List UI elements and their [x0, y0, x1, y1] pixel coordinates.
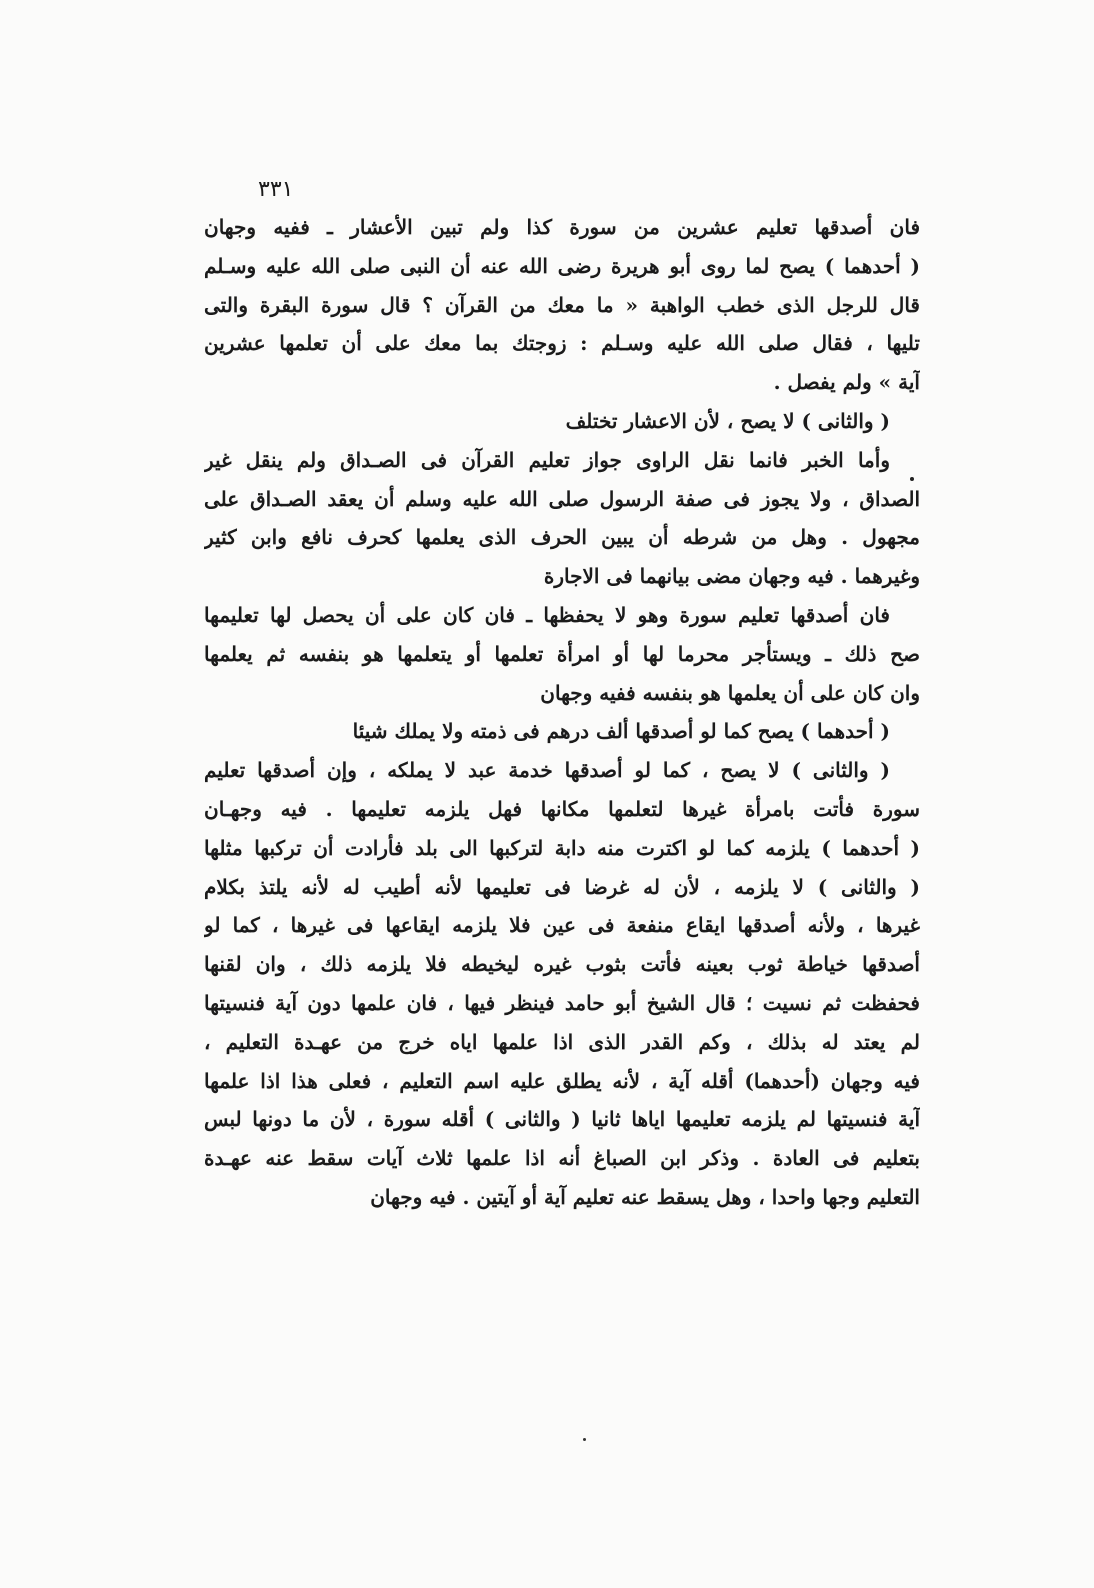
text-line: ( والثانى ) لا يصح ، لأن الاعشار تختلف — [565, 408, 890, 433]
page-number: ٣٣١ — [258, 177, 294, 202]
text-line: وغيرهما . فيه وجهان مضى بيانهما فى الاجارة — [543, 564, 920, 589]
text-line: آية فنسيتها لم يلزمه تعليمها اياها ثانيا ( والثانى ) أقله سورة ، لأن ما دونها لبس — [204, 1107, 920, 1132]
text-line: تليها ، فقال صلى الله عليه وسـلم : زوجتك بما معك على أن تعلمها عشرين — [204, 331, 920, 356]
text-line: فان أصدقها تعليم سورة وهو لا يحفظها ـ فان كان على أن يحصل لها تعليمها — [204, 602, 890, 627]
text-line: مجهول . وهل من شرطه أن يبين الحرف الذى يعلمها كحرف نافع وابن كثير — [204, 525, 920, 550]
text-line: فيه وجهان (أحدهما) أقله آية ، لأنه يطلق عليه اسم التعليم ، فعلى هذا اذا علمها — [204, 1068, 920, 1093]
text-line: صح ذلك ـ ويستأجر محرما لها أو امرأة تعلمها أو يتعلمها هو بنفسه ثم يعلمها — [204, 641, 920, 666]
text-line: أصدقها خياطة ثوب بعينه فأتت بثوب غيره ليخيطه فلا يلزمه ذلك ، وان لقنها — [204, 952, 920, 977]
text-line: الصداق ، ولا يجوز فى صفة الرسول صلى الله عليه وسلم أن يعقد الصـداق على — [204, 486, 920, 511]
text-line: لم يعتد له بذلك ، وكم القدر الذى اذا علمها اياه خرج من عهـدة التعليم ، — [204, 1029, 920, 1054]
text-line: ( أحدهما ) يصح كما لو أصدقها ألف درهم فى ذمته ولا يملك شيئا — [352, 719, 890, 744]
text-line: ( أحدهما ) يلزمه كما لو اكترت منه دابة لتركبها الى بلد فأرادت أن تركبها مثلها — [204, 835, 920, 860]
text-line: ( والثانى ) لا يلزمه ، لأن له غرضا فى تعليمها لأنه أطيب له لأنه يلتذ بكلام — [204, 874, 920, 899]
ink-speck — [583, 1438, 586, 1441]
text-line: فحفظت ثم نسيت ؛ قال الشيخ أبو حامد فينظر فيها ، فان علمها دون آية فنسيتها — [204, 990, 920, 1015]
text-line: وان كان على أن يعلمها هو بنفسه ففيه وجهان — [540, 680, 920, 705]
ink-speck — [910, 477, 914, 481]
text-line: ( أحدهما ) يصح لما روى أبو هريرة رضى الله عنه أن النبى صلى الله عليه وسـلم — [204, 253, 920, 278]
text-line: التعليم وجها واحدا ، وهل يسقط عنه تعليم آية أو آيتين . فيه وجهان — [370, 1184, 920, 1209]
text-line: وأما الخبر فانما نقل الراوى جواز تعليم القرآن فى الصـداق ولم ينقل غير — [204, 447, 890, 472]
text-line: غيرها ، ولأنه أصدقها ايقاع منفعة فى عين فلا يلزمه ايقاعها فى غيرها ، كما لو — [204, 913, 920, 938]
text-line: سورة فأتت بامرأة غيرها لتعلمها مكانها فهل يلزمه تعليمها . فيه وجهـان — [204, 796, 920, 821]
text-line: قال للرجل الذى خطب الواهبة « ما معك من القرآن ؟ قال سورة البقرة والتى — [204, 292, 920, 317]
text-line: فان أصدقها تعليم عشرين من سورة كذا ولم تبين الأعشار ـ ففيه وجهان — [204, 215, 920, 239]
body-text — [204, 208, 920, 1217]
text-line: ( والثانى ) لا يصح ، كما لو أصدقها خدمة عبد لا يملكه ، وإن أصدقها تعليم — [204, 758, 890, 783]
text-line: بتعليم فى العادة . وذكر ابن الصباغ أنه اذا علمها ثلاث آيات سقط عنه عهـدة — [204, 1146, 920, 1171]
text-line: آية » ولم يفصل . — [773, 370, 920, 395]
